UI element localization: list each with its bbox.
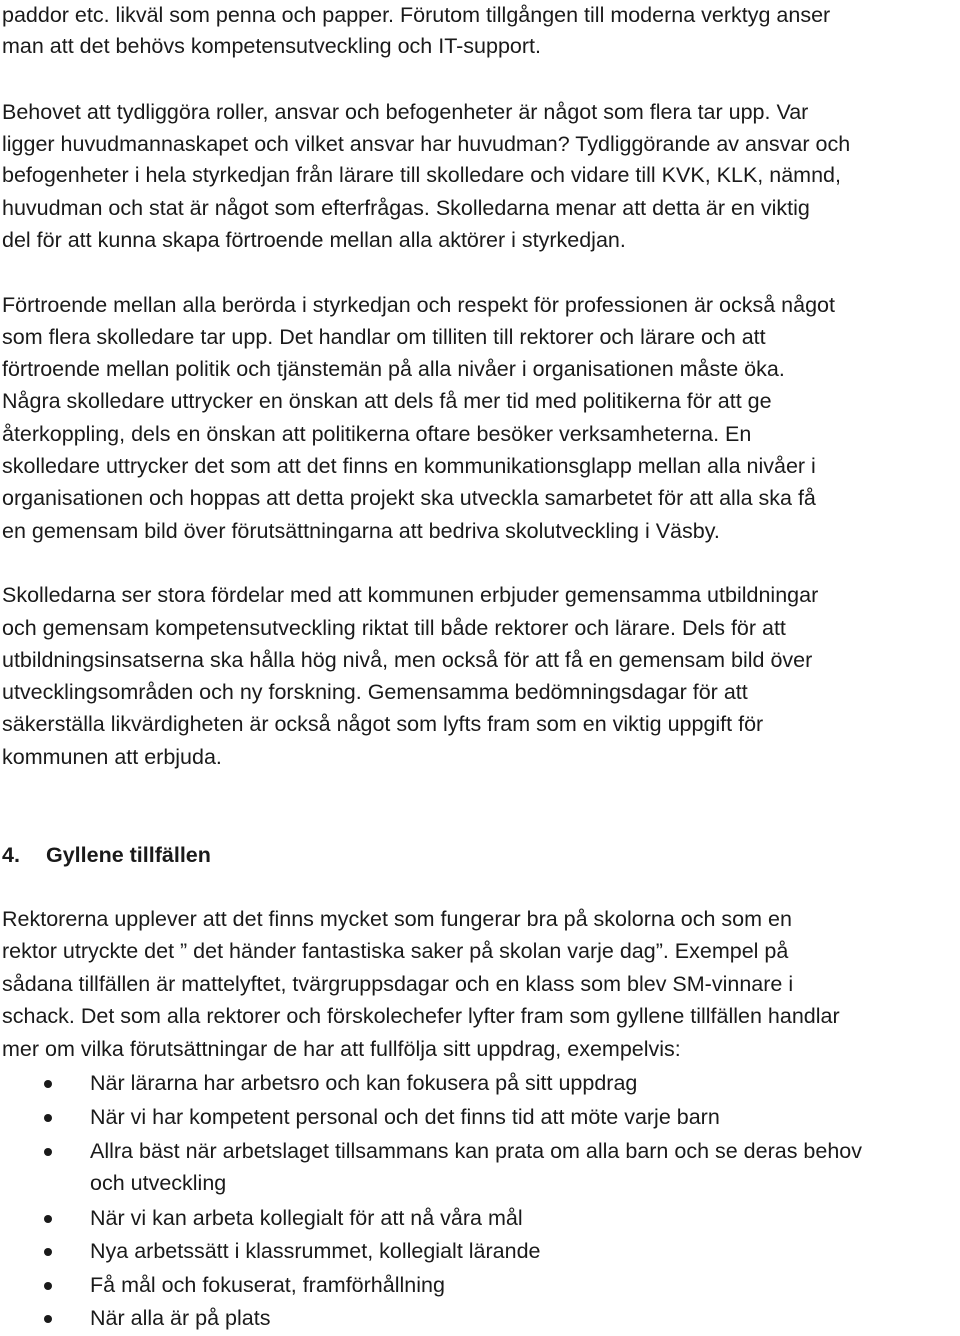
bullet-icon [44, 1215, 52, 1223]
paragraph-line: man att det behövs kompetensutveckling och IT-support. [2, 34, 541, 58]
paragraph-line: huvudman och stat är något som efterfrågas. Skolledarna menar att detta är en viktig [2, 196, 810, 220]
paragraph-line: förtroende mellan politik och tjänstemän på alla nivåer i organisationen måste öka. [2, 357, 785, 381]
paragraph-line: organisationen och hoppas att detta projekt ska utveckla samarbetet för att alla ska få [2, 486, 816, 510]
list-item [2, 1136, 958, 1166]
paragraph-text: ligger huvudmannaskapet och vilket ansvar har huvudman? [2, 132, 570, 156]
paragraph-line: Några skolledare uttrycker en önskan att dels få mer tid med politikerna för att ge [2, 389, 772, 413]
paragraph-line: befogenheter i hela styrkedjan från lärare till skolledare och vidare till KVK, KLK, nämnd, [2, 163, 841, 187]
paragraph-line: del för att kunna skapa förtroende mellan alla aktörer i styrkedjan. [2, 228, 626, 252]
paragraph-line: utbildningsinsatserna ska hålla hög nivå, men också för att få en gemensam bild över [2, 648, 813, 672]
paragraph-line: Förtroende mellan alla berörda i styrkedjan och respekt för professionen är också något [2, 293, 835, 317]
list-item-text: Få mål och fokuserat, framförhållning [90, 1273, 445, 1297]
paragraph-line: mer om vilka förutsättningar de har att fullfölja sitt uppdrag, exempelvis: [2, 1037, 681, 1061]
paragraph-line: och gemensam kompetensutveckling riktat till både rektorer och lärare. Dels för att [2, 616, 786, 640]
list-item-text: Nya arbetssätt i klassrummet, kollegialt lärande [90, 1239, 541, 1263]
paragraph-line: utvecklingsområden och ny forskning. Gemensamma bedömningsdagar för att [2, 680, 748, 704]
paragraph-line: Behovet att tydliggöra roller, ansvar och befogenheter är något som flera tar upp. Var [2, 100, 809, 124]
list-item [2, 1068, 958, 1098]
paragraph-line: sådana tillfällen är mattelyftet, tvärgruppsdagar och en klass som blev SM-vinnare i [2, 972, 794, 996]
paragraph-line: återkoppling, dels en önskan att politikerna oftare besöker verksamheterna. En [2, 422, 752, 446]
paragraph-line: schack. Det som alla rektorer och förskolechefer lyfter fram som gyllene tillfällen handlar [2, 1004, 840, 1028]
bullet-icon [44, 1315, 52, 1323]
list-item [2, 1203, 958, 1233]
section-number: 4. [2, 843, 20, 867]
paragraph-line: kommunen att erbjuda. [2, 745, 222, 769]
bullet-icon [44, 1248, 52, 1256]
section-heading [2, 840, 211, 870]
bullet-icon [44, 1282, 52, 1290]
bullet-icon [44, 1080, 52, 1088]
paragraph-line: en gemensam bild över förutsättningarna att bedriva skolutveckling i Väsby. [2, 519, 720, 543]
paragraph-line: paddor etc. likväl som penna och papper. Förutom tillgången till moderna verktyg anser [2, 3, 831, 27]
paragraph-line: skolledare uttrycker det som att det finns en kommunikationsglapp mellan alla nivåer i [2, 454, 816, 478]
paragraph-text: Tydliggörande av ansvar och [569, 132, 851, 156]
list-item [2, 1303, 958, 1333]
list-item-continuation: och utveckling [90, 1171, 227, 1195]
bullet-icon [44, 1148, 52, 1156]
paragraph-line: Rektorerna upplever att det finns mycket som fungerar bra på skolorna och som en [2, 907, 792, 931]
paragraph-line: säkerställa likvärdigheten är också något som lyfts fram som en viktig uppgift för [2, 712, 764, 736]
list-item-text: Allra bäst när arbetslaget tillsammans kan prata om alla barn och se deras behov [90, 1139, 863, 1163]
paragraph-line: Skolledarna ser stora fördelar med att kommunen erbjuder gemensamma utbildningar [2, 583, 819, 607]
bullet-icon [44, 1114, 52, 1122]
paragraph-line: som flera skolledare tar upp. Det handlar om tilliten till rektorer och lärare och att [2, 325, 766, 349]
list-item-text: När vi har kompetent personal och det finns tid att möte varje barn [90, 1105, 720, 1129]
list-item [2, 1102, 958, 1132]
paragraph-line: rektor utryckte det ” det händer fantastiska saker på skolan varje dag”. Exempel på [2, 939, 789, 963]
list-item [2, 1270, 958, 1300]
section-title: Gyllene tillfällen [46, 843, 211, 867]
list-item [2, 1236, 958, 1266]
list-item-text: När vi kan arbeta kollegialt för att nå våra mål [90, 1206, 523, 1230]
list-item-text: När lärarna har arbetsro och kan fokusera på sitt uppdrag [90, 1071, 638, 1095]
paragraph-line-mixed [2, 129, 850, 159]
list-item-text: När alla är på plats [90, 1306, 271, 1330]
